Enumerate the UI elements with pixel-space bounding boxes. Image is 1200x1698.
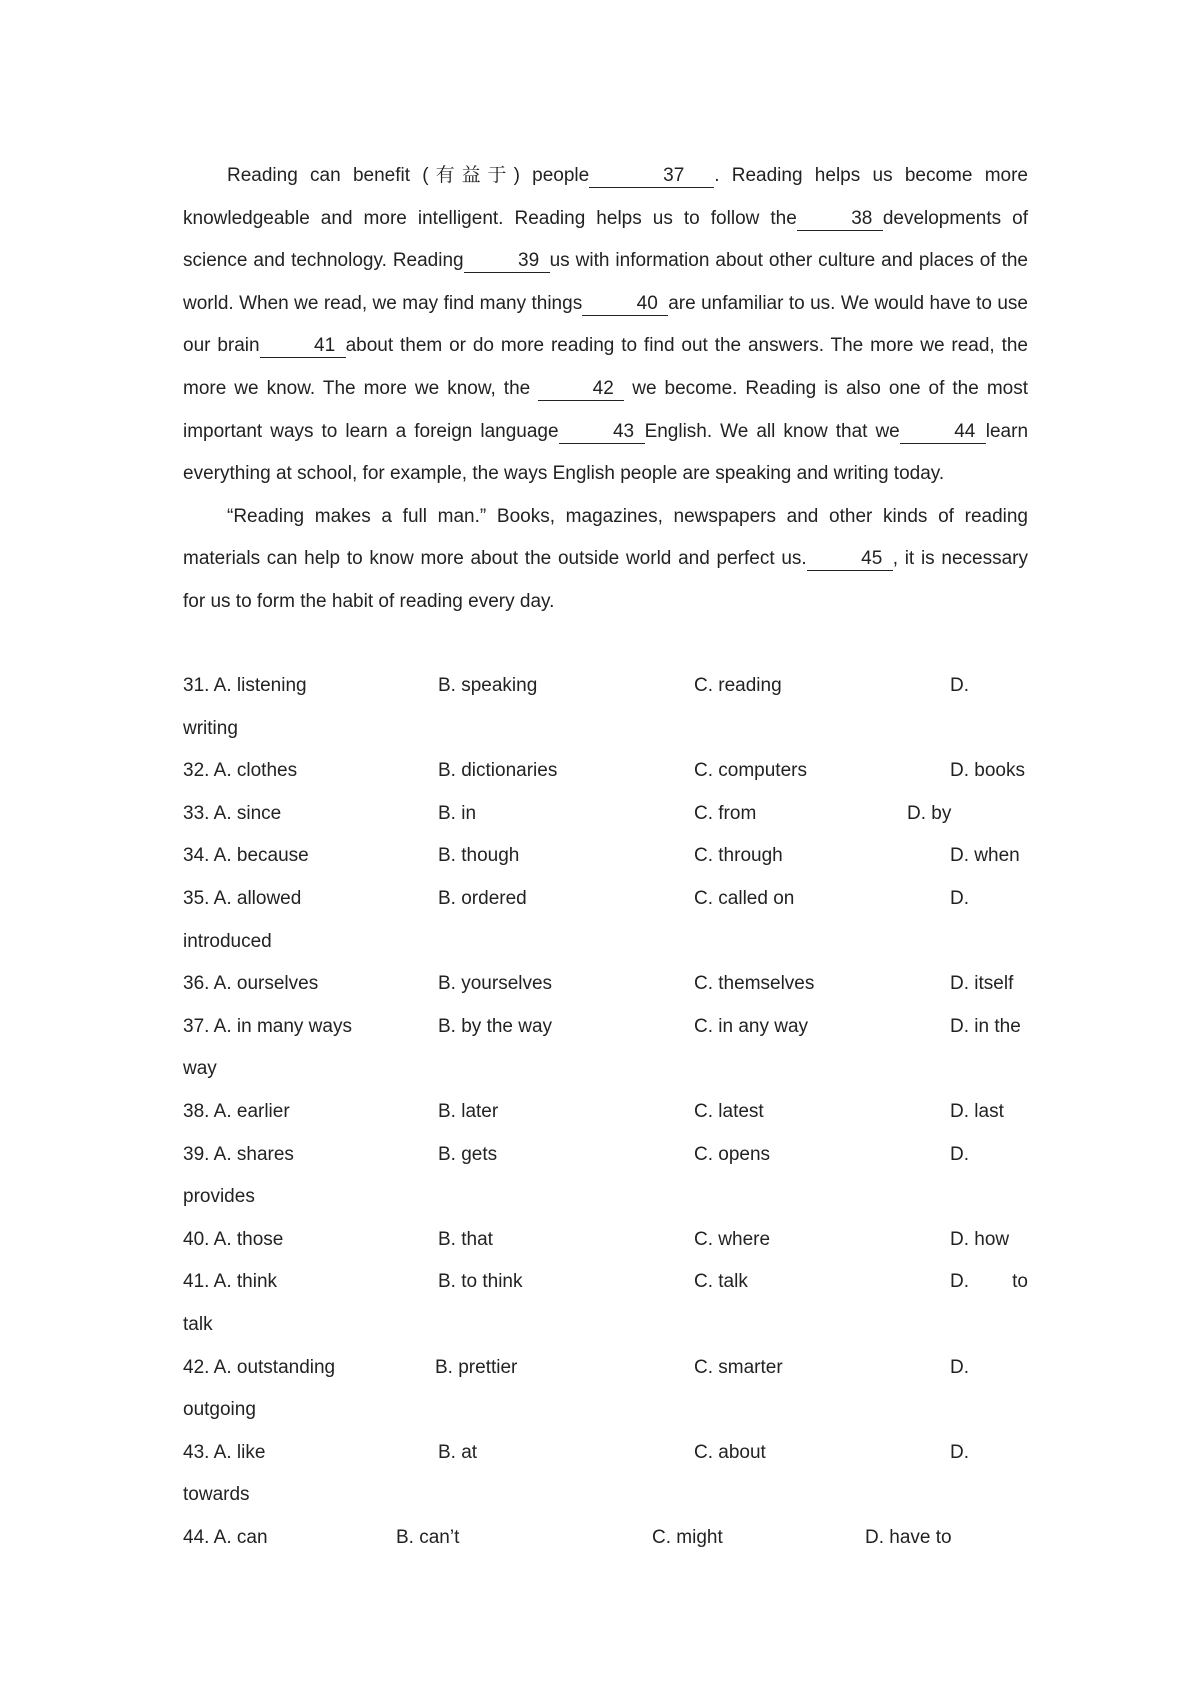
option-d-letter: D. [950, 1271, 969, 1293]
chinese-gloss: 有益于 [428, 164, 514, 186]
passage-text: “Reading makes a full man.” Books, magazines, newspapers and other kinds of reading materials can help to know more about the outside world and perfect us. [183, 505, 1028, 570]
passage-text: developments of science and technology. Reading [183, 207, 1028, 272]
option-c: C. might [652, 1526, 723, 1548]
passage-text: ) people [513, 165, 590, 186]
option-b: B. at [438, 1441, 478, 1463]
passage-paragraph-2 [183, 496, 1028, 624]
blank-37: 37 [589, 165, 714, 188]
passage-text: about them or do more reading to find out the answers. The more we read, the more we know. The more we know, the [183, 335, 1028, 399]
question-row [183, 750, 1028, 793]
option-d: D. [950, 1356, 969, 1378]
option-d-text: to [1012, 1271, 1028, 1293]
question-row [183, 793, 1028, 836]
option-a: 37. A. in many ways [183, 1015, 352, 1037]
option-d: D. [950, 1143, 969, 1165]
option-c: C. talk [694, 1271, 748, 1293]
question-row [183, 835, 1028, 878]
passage-paragraph-1 [183, 154, 1028, 496]
option-b: B. dictionaries [438, 760, 558, 782]
blank-41: 41 [260, 335, 346, 358]
option-a: 39. A. shares [183, 1143, 294, 1165]
passage-text: us with information about other culture and places of the world. When we read, we may find many things [183, 250, 1028, 314]
option-a: 34. A. because [183, 845, 309, 867]
option-b: B. that [438, 1228, 493, 1250]
option-c: C. opens [694, 1143, 771, 1165]
option-a: 41. A. think [183, 1271, 278, 1293]
passage-text: English. We all know that we [644, 420, 900, 442]
option-b: B. can’t [396, 1526, 460, 1548]
option-c: C. about [694, 1441, 766, 1463]
option-d: D. [950, 675, 969, 696]
question-row [183, 1347, 1028, 1390]
option-b: B. prettier [435, 1356, 518, 1378]
option-a: 43. A. like [183, 1441, 266, 1463]
option-d-continuation: writing [183, 717, 238, 739]
option-d: D. books [950, 760, 1025, 782]
option-c: C. through [694, 845, 783, 867]
option-a: 42. A. outstanding [183, 1356, 336, 1378]
option-c: C. where [694, 1228, 771, 1250]
option-d-continuation: towards [183, 1484, 250, 1506]
option-a: 40. A. those [183, 1228, 284, 1250]
question-row-continuation [183, 708, 1028, 751]
question-row-continuation [183, 921, 1028, 964]
option-d: D. when [950, 845, 1020, 867]
question-row [183, 1517, 1028, 1560]
option-a: 33. A. since [183, 802, 282, 824]
option-a: 35. A. allowed [183, 887, 302, 909]
option-d-continuation: way [183, 1058, 217, 1080]
passage-text: learn everything at school, for example, the ways English people are speaking and writing today. [183, 420, 1029, 485]
option-c: C. called on [694, 887, 795, 909]
blank-45: 45 [807, 548, 893, 571]
question-row-continuation [183, 1176, 1028, 1219]
option-b: B. to think [438, 1271, 523, 1293]
question-row-continuation [183, 1304, 1028, 1347]
question-row-continuation [183, 1048, 1028, 1091]
option-b: B. though [438, 845, 520, 867]
option-a: 38. A. earlier [183, 1100, 290, 1122]
option-d: D. by [907, 802, 952, 824]
option-d: D. itself [950, 973, 1014, 995]
blank-42: 42 [538, 378, 624, 401]
option-b: B. by the way [438, 1015, 553, 1037]
option-d [950, 1261, 1028, 1304]
question-row [183, 1432, 1028, 1475]
option-a: 44. A. can [183, 1526, 268, 1548]
answer-options [183, 665, 1028, 1559]
option-d: D. [950, 887, 969, 909]
reading-passage [183, 154, 1028, 624]
option-c: C. latest [694, 1100, 764, 1122]
question-row [183, 1091, 1028, 1134]
option-c: C. in any way [694, 1015, 809, 1037]
passage-text: . Reading helps us become more knowledgeable and more intelligent. Reading helps us to follow the [183, 165, 1028, 229]
blank-39: 39 [464, 250, 550, 273]
blank-40: 40 [582, 293, 668, 316]
option-b: B. later [438, 1100, 499, 1122]
option-d: D. have to [865, 1526, 952, 1548]
question-row-continuation [183, 1389, 1028, 1432]
question-row [183, 963, 1028, 1006]
passage-text: , it is necessary for us to form the habit of reading every day. [183, 548, 1028, 612]
option-d-continuation: provides [183, 1186, 255, 1208]
passage-text: we become. Reading is also one of the most important ways to learn a foreign language [183, 377, 1028, 442]
option-d-continuation: talk [183, 1313, 213, 1335]
option-b: B. ordered [438, 887, 527, 909]
blank-43: 43 [559, 421, 645, 444]
option-c: C. smarter [694, 1356, 783, 1378]
option-a: 32. A. clothes [183, 760, 298, 782]
question-row [183, 1261, 1028, 1304]
option-d-continuation: introduced [183, 930, 272, 952]
option-a: 36. A. ourselves [183, 973, 319, 995]
option-c: C. computers [694, 760, 807, 782]
question-row-continuation [183, 1474, 1028, 1517]
blank-38: 38 [797, 208, 883, 231]
passage-text: Reading can benefit ( [227, 165, 429, 186]
option-b: B. in [438, 802, 477, 824]
question-row [183, 1006, 1028, 1049]
option-b: B. gets [438, 1143, 498, 1165]
question-row [183, 878, 1028, 921]
passage-text: are unfamiliar to us. We would have to use our brain [183, 292, 1029, 357]
option-d: D. how [950, 1228, 1010, 1250]
option-d: D. in the [950, 1015, 1021, 1037]
option-b: B. speaking [438, 675, 538, 696]
option-c: C. reading [694, 675, 782, 696]
option-c: C. from [694, 802, 757, 824]
option-a: 31. A. listening [183, 675, 307, 696]
option-d: D. [950, 1441, 969, 1463]
option-c: C. themselves [694, 973, 815, 995]
blank-44: 44 [900, 421, 986, 444]
option-d-continuation: outgoing [183, 1399, 256, 1421]
option-d: D. last [950, 1100, 1004, 1122]
option-b: B. yourselves [438, 973, 553, 995]
question-row [183, 1219, 1028, 1262]
question-row [183, 1134, 1028, 1177]
question-row [183, 665, 1028, 708]
